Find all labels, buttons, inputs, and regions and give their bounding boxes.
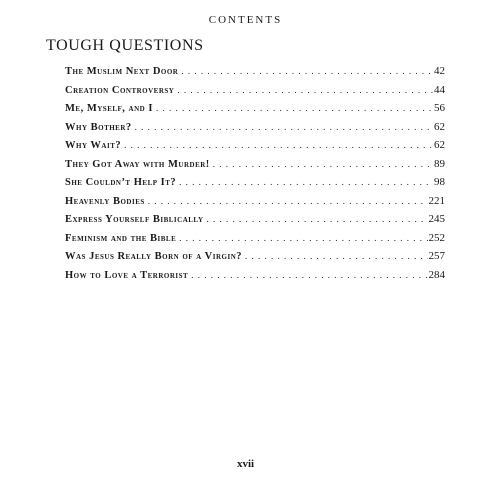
dot-leader xyxy=(181,66,433,76)
toc-entry-express-yourself-biblically xyxy=(65,213,445,232)
toc-entry-page: 98 xyxy=(434,176,445,188)
running-head: CONTENTS xyxy=(208,14,283,26)
dot-leader xyxy=(179,233,427,243)
toc-entry-title: Why Wait? xyxy=(65,140,122,151)
dot-leader xyxy=(148,196,428,206)
toc-entry-page: 42 xyxy=(434,65,445,77)
toc-entry-why-wait xyxy=(65,139,445,158)
dot-leader xyxy=(124,140,433,150)
toc-entry-page: 245 xyxy=(428,213,445,225)
dot-leader xyxy=(156,103,433,113)
page-number: xvii xyxy=(236,458,255,470)
dot-leader xyxy=(177,85,433,95)
toc-entry-title: Was Jesus Really Born of a Virgin? xyxy=(65,251,242,262)
dot-leader xyxy=(191,270,427,280)
toc-entry-creation-controversy xyxy=(65,84,445,103)
dot-leader xyxy=(245,251,428,261)
toc-entry-title: Express Yourself Biblically xyxy=(65,214,204,225)
toc-entry-why-bother xyxy=(65,121,445,140)
toc-entry-title: The Muslim Next Door xyxy=(65,66,179,77)
toc-entry-born-of-a-virgin xyxy=(65,250,445,269)
table-of-contents xyxy=(65,65,445,287)
toc-entry-page: 56 xyxy=(434,102,445,114)
toc-entry-love-a-terrorist xyxy=(65,269,445,288)
toc-entry-she-couldnt-help-it xyxy=(65,176,445,195)
toc-entry-title: She Couldn’t Help It? xyxy=(65,177,177,188)
toc-entry-page: 252 xyxy=(428,231,445,244)
toc-entry-heavenly-bodies xyxy=(65,195,445,214)
toc-entry-feminism-and-the-bible xyxy=(65,232,445,251)
dot-leader xyxy=(207,214,428,224)
toc-entry-title: Me, Myself, and I xyxy=(65,103,153,114)
toc-entry-title: How to Love a Terrorist xyxy=(65,269,189,281)
toc-entry-page: 62 xyxy=(434,139,445,151)
toc-entry-title: Why Bother? xyxy=(65,121,132,133)
toc-entry-page: 62 xyxy=(434,120,445,133)
toc-entry-title: Feminism and the Bible xyxy=(65,232,177,244)
toc-entry-title: Heavenly Bodies xyxy=(65,195,145,207)
toc-entry-page: 89 xyxy=(434,157,445,170)
toc-entry-page: 284 xyxy=(428,268,445,281)
toc-entry-me-myself-and-i xyxy=(65,102,445,121)
toc-entry-title: They Got Away with Murder! xyxy=(65,158,210,170)
toc-entry-page: 44 xyxy=(434,83,445,96)
toc-entry-muslim-next-door xyxy=(65,65,445,84)
toc-entry-got-away-with-murder xyxy=(65,158,445,177)
dot-leader xyxy=(213,159,433,169)
toc-entry-page: 221 xyxy=(428,194,445,207)
toc-entry-title: Creation Controversy xyxy=(65,84,175,96)
dot-leader xyxy=(135,122,433,132)
dot-leader xyxy=(179,177,433,187)
section-title: TOUGH QUESTIONS xyxy=(46,37,204,54)
toc-entry-page: 257 xyxy=(428,250,445,262)
